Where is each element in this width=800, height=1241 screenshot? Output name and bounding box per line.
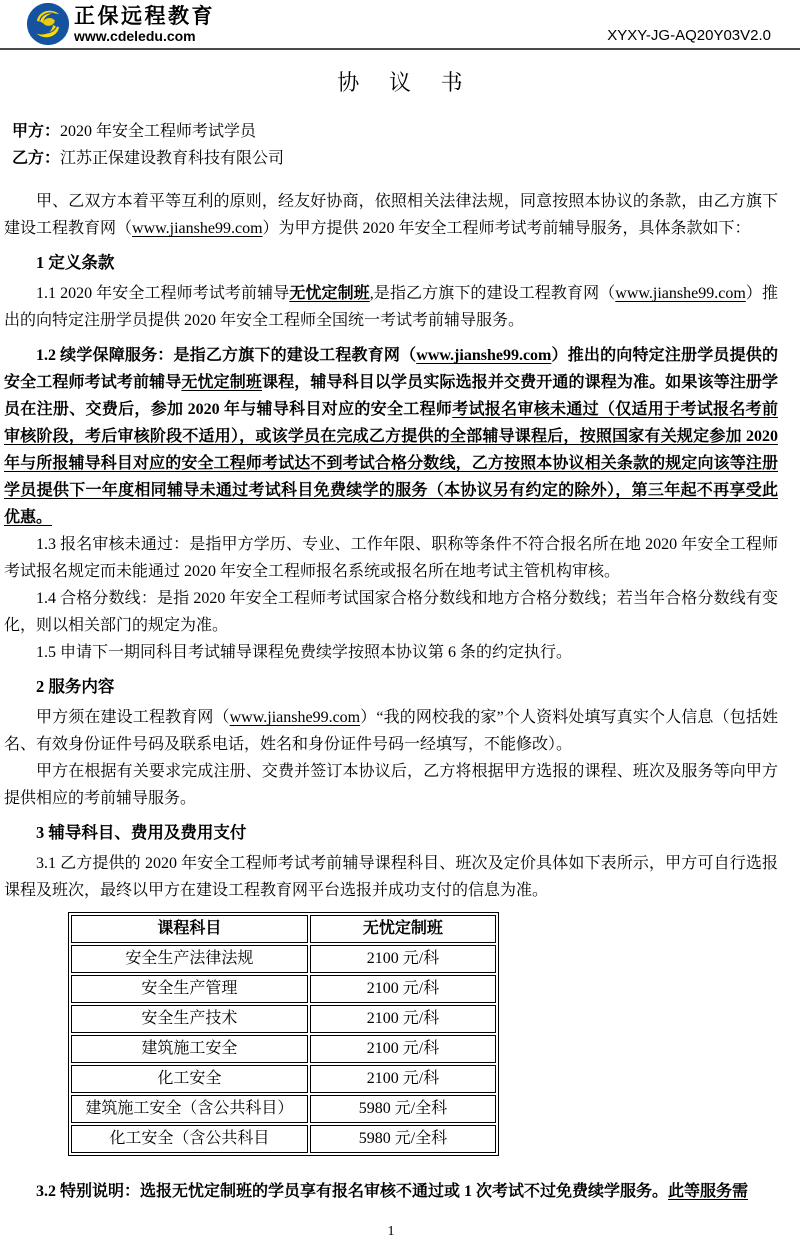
text-segment: 甲方须在建设工程教育网（ (36, 709, 230, 726)
price-table-row (71, 1125, 496, 1153)
cdel-swirl-logo-icon (26, 2, 70, 46)
price-cell: 2100 元/科 (310, 1005, 496, 1033)
clause-1-3 (4, 531, 778, 585)
party-b-line (12, 145, 778, 172)
text-segment: 甲、乙双方本着平等互利的原则，经友好协商，依照相关法律法规，同意按照本协议的条款，由乙方旗下建设工程教育网（ (4, 193, 778, 237)
text-segment: 此等服务需 (668, 1183, 749, 1200)
text-segment: 考试报名审核未通过（仅适用于考试报名考前审核阶段，考后审核阶段不适用），或该学员在完成乙方提供的全部辅导课程后，按照国家有关规定参加 2020 年与所报辅导科目对应的安全工程师考试达不到考试合格分数线，乙方按照本协议相关条款的规定向该等注册学员提供下一年度相同辅导未通过考试科目免费续学的服务（本协议另有约定的除外），第三年起不再享受此优惠。 (4, 401, 778, 526)
jianshe99-link[interactable]: www.jianshe99.com (416, 347, 552, 364)
clause-3-1 (4, 850, 778, 904)
intro-paragraph (4, 188, 778, 242)
clause-3-2 (4, 1178, 778, 1205)
text-segment: 1.2 续学保障服务：是指乙方旗下的建设工程教育网（ (36, 347, 417, 364)
course-name-cell: 安全生产管理 (71, 975, 308, 1003)
document-body (0, 118, 800, 1241)
page-header (0, 0, 800, 50)
text-segment: 1.3 报名审核未通过：是指甲方学历、专业、工作年限、职称等条件不符合报名所在地 2020 年安全工程师考试报名规定而未能通过 2020 年安全工程师报名系统或报名所在地考试主管机构审核。 (4, 536, 778, 580)
price-cell: 2100 元/科 (310, 1035, 496, 1063)
jianshe99-link[interactable]: www.jianshe99.com (615, 285, 746, 302)
course-name-cell: 化工安全 (71, 1065, 308, 1093)
text-segment: ）推出的向特定注册学员提供的安全工程师考试考前辅导 (4, 347, 778, 391)
party-a-label: 甲方： (12, 123, 61, 140)
document-code: XYXY-JG-AQ20Y03V2.0 (607, 27, 771, 44)
section-3-heading: 3 辅导科目、费用及费用支付 (36, 823, 247, 842)
price-cell: 2100 元/科 (310, 975, 496, 1003)
text-segment: 3.1 乙方提供的 2020 年安全工程师考试考前辅导课程科目、班次及定价具体如下表所示，甲方可自行选报课程及班次，最终以甲方在建设工程教育网平台选报并成功支付的信息为准。 (4, 855, 778, 899)
clause-1-1 (4, 280, 778, 334)
section-2-heading: 2 服务内容 (36, 677, 115, 696)
text-segment: 无忧定制班 (181, 374, 263, 391)
price-cell: 5980 元/全科 (310, 1095, 496, 1123)
clause-2-paragraph-2 (4, 758, 778, 812)
price-table-row (71, 1065, 496, 1093)
jianshe99-link[interactable]: www.jianshe99.com (132, 220, 263, 237)
brand (26, 2, 215, 46)
clause-1-4 (4, 585, 778, 639)
text-segment: ,是指乙方旗下的建设工程教育网（ (369, 285, 616, 302)
brand-text (74, 2, 215, 44)
clause-1-2 (4, 342, 778, 531)
party-b-label: 乙方： (12, 150, 61, 167)
column-header-class-type: 无忧定制班 (310, 915, 496, 943)
price-table-row (71, 1005, 496, 1033)
brand-name: 正保远程教育 (74, 5, 215, 28)
column-header-course: 课程科目 (71, 915, 308, 943)
text-segment: 课程，辅导科目以学员实际选报并交费开通的课程为准。如果该等注册学员在注册、交费后，参加 2020 年与辅导科目对应的安全工程师 (4, 374, 778, 418)
text-segment: 甲方在根据有关要求完成注册、交费并签订本协议后，乙方将根据甲方选报的课程、班次及服务等向甲方提供相应的考前辅导服务。 (4, 763, 778, 807)
price-table-row (71, 975, 496, 1003)
text-segment: ）为甲方提供 2020 年安全工程师考试考前辅导服务，具体条款如下： (262, 220, 751, 237)
party-b-value: 江苏正保建设教育科技有限公司 (60, 150, 285, 167)
course-price-table (68, 912, 499, 1156)
party-a-value: 2020 年安全工程师考试学员 (60, 123, 257, 140)
course-name-cell: 建筑施工安全 (71, 1035, 308, 1063)
text-segment: 3.2 特别说明：选报无忧定制班的学员享有报名审核不通过或 1 次考试不过免费续学服务。 (36, 1183, 669, 1200)
section-1-heading: 1 定义条款 (36, 253, 115, 272)
page-number: 1 (387, 1224, 395, 1239)
document-title: 协 议 书 (337, 70, 475, 95)
course-name-cell: 化工安全（含公共科目 (71, 1125, 308, 1153)
price-table-row (71, 945, 496, 973)
text-segment: 1.1 2020 年安全工程师考试考前辅导 (36, 285, 290, 302)
clause-1-5 (4, 639, 778, 666)
jianshe99-link[interactable]: www.jianshe99.com (229, 709, 361, 726)
parties-block (4, 118, 778, 172)
text-segment: 无忧定制班 (289, 285, 370, 302)
text-segment: ）推出的向特定注册学员提供 2020 年安全工程师全国统一考试考前辅导服务。 (4, 285, 778, 329)
text-segment: 1.4 合格分数线：是指 2020 年安全工程师考试国家合格分数线和地方合格分数线；若当年合格分数线有变化，则以相关部门的规定为准。 (4, 590, 778, 634)
price-table-row (71, 1035, 496, 1063)
price-cell: 2100 元/科 (310, 1065, 496, 1093)
brand-website: www.cdeledu.com (74, 28, 196, 44)
price-cell: 5980 元/全科 (310, 1125, 496, 1153)
course-name-cell: 安全生产法律法规 (71, 945, 308, 973)
text-segment: 1.5 申请下一期同科目考试辅导课程免费续学按照本协议第 6 条的约定执行。 (36, 644, 573, 661)
price-cell: 2100 元/科 (310, 945, 496, 973)
text-segment: ）“我的网校我的家”个人资料处填写真实个人信息（包括姓名、有效身份证件号码及联系电话，姓名和身份证件号码一经填写，不能修改）。 (4, 709, 778, 753)
party-a-line (12, 118, 778, 145)
price-table-row (71, 1095, 496, 1123)
course-name-cell: 安全生产技术 (71, 1005, 308, 1033)
price-table-header-row (71, 915, 496, 943)
clause-2-paragraph-1 (4, 704, 778, 758)
course-name-cell: 建筑施工安全（含公共科目） (71, 1095, 308, 1123)
